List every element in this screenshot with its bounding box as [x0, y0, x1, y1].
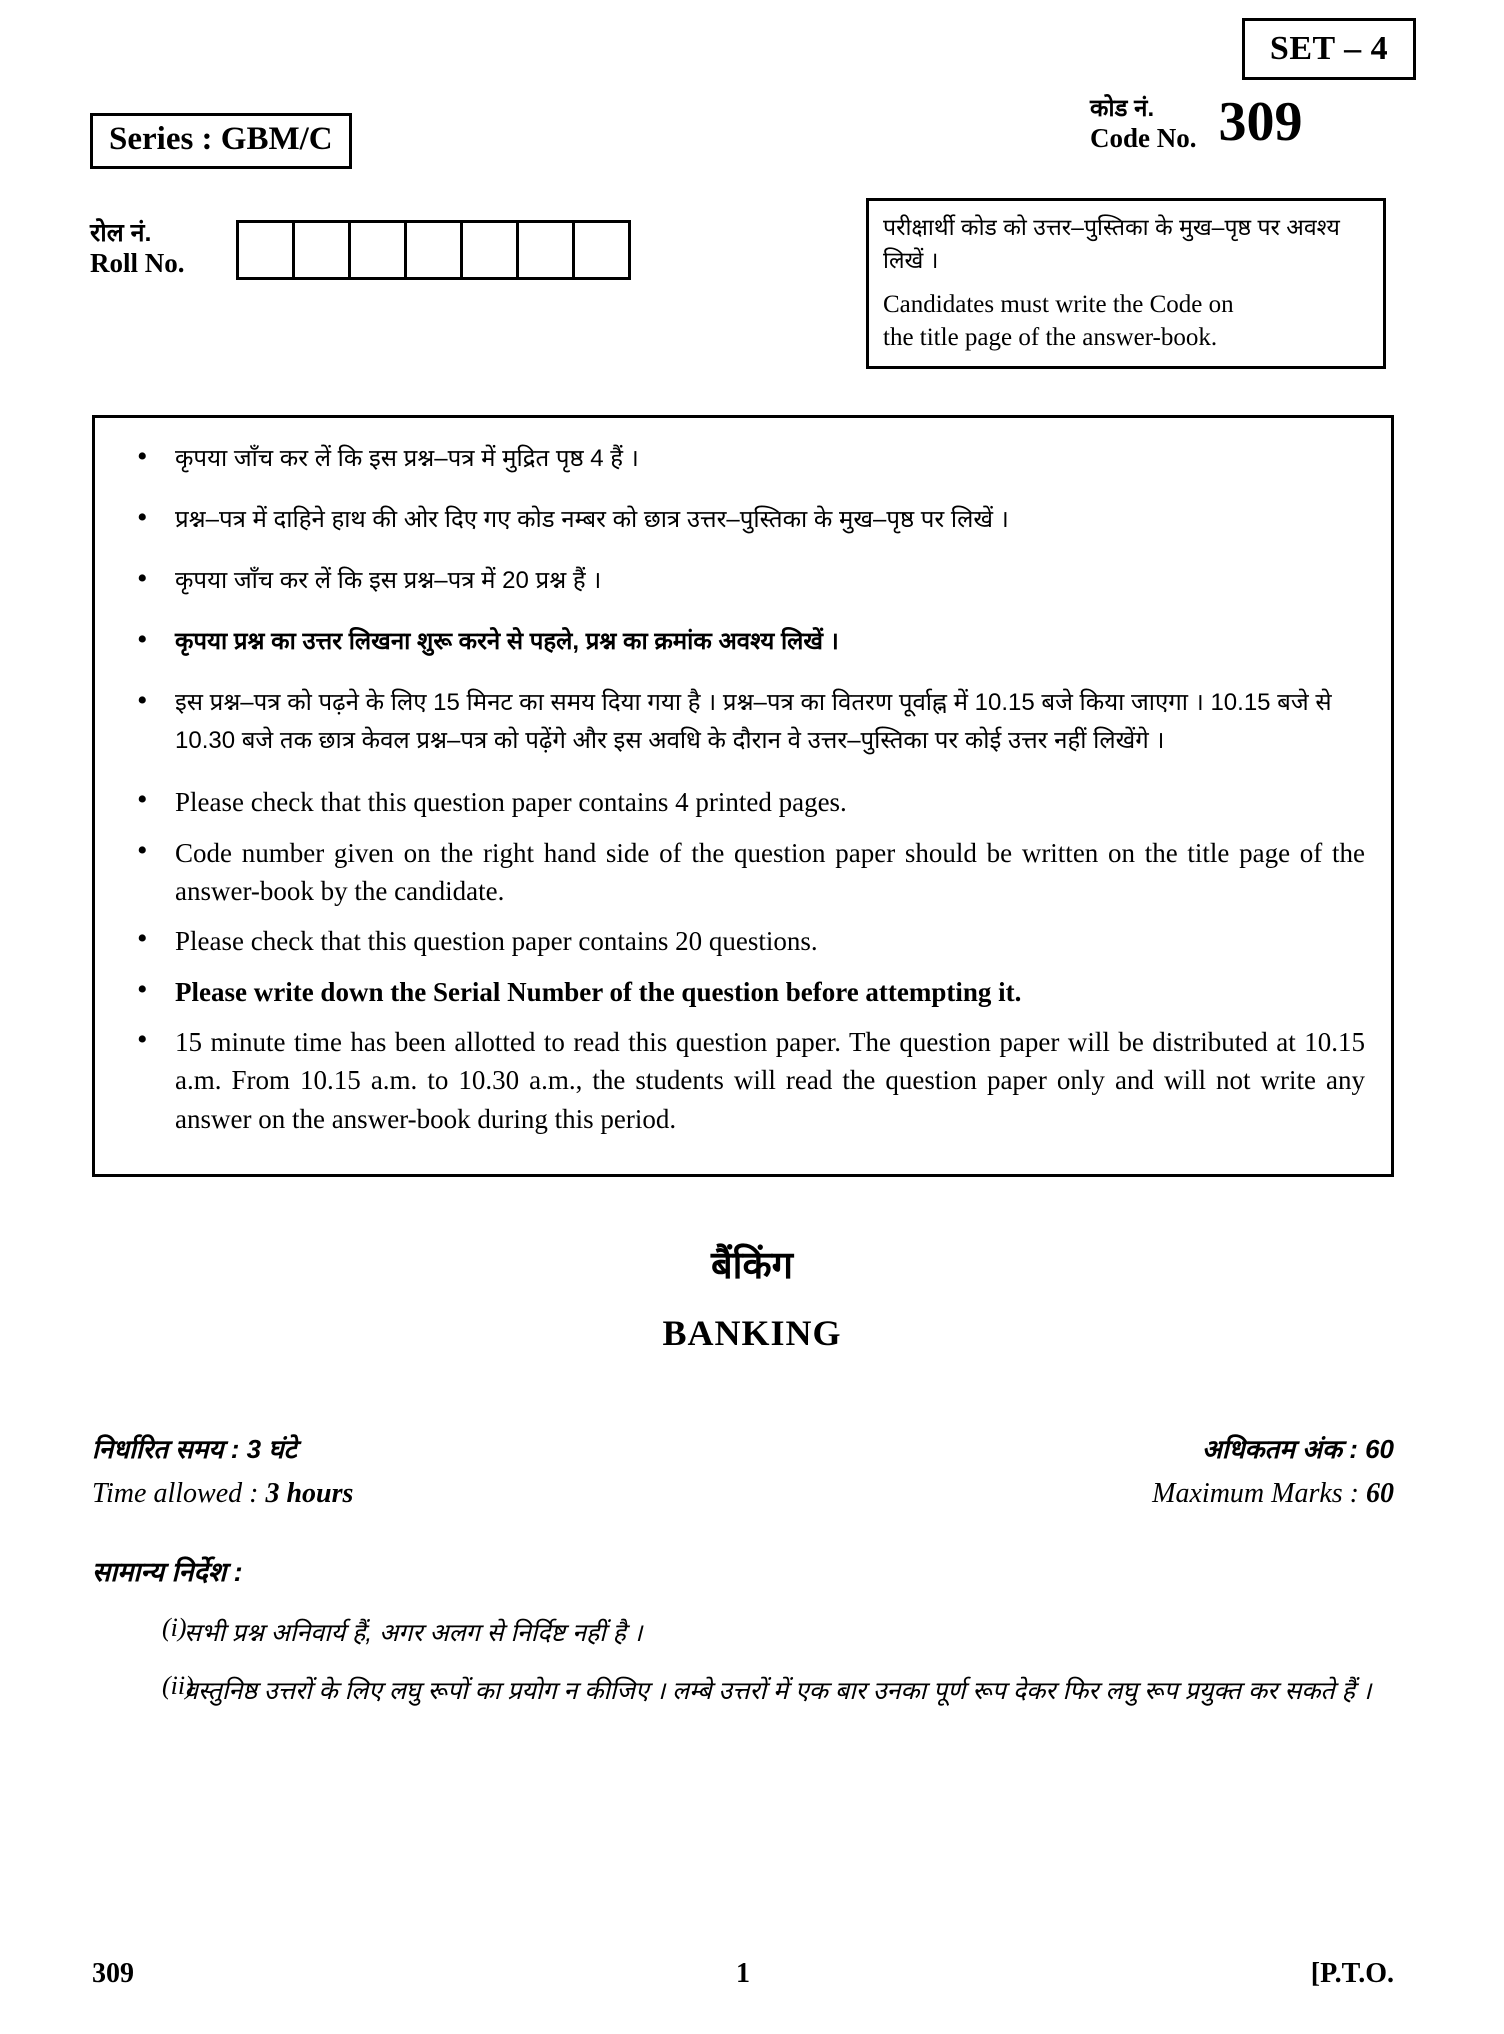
instruction-text: • इस प्रश्न–पत्र को पढ़ने के लिए 15 मिनट का समय दिया गया है । प्रश्न–पत्र का वितरण पूर्वाह्न में 10.15 बजे किया जाएगा । 10.15 बजे से 10.30 बजे तक छात्र केवल प्रश्न–पत्र को पढ़ेंगे और इस अवधि के दौरान वे उत्तर–पुस्तिका पर कोई उत्तर नहीं लिखेंगे ।	[175, 688, 1332, 755]
set-box: SET – 4	[1242, 18, 1416, 80]
instruction-item-hindi	[113, 684, 1365, 762]
maximum-marks-english	[1152, 1478, 1394, 1510]
maximum-marks-hindi-label: अधिकतम अंक	[1201, 1434, 1342, 1464]
instruction-text: • Please check that this question paper contains 4 printed pages.	[175, 787, 847, 818]
instruction-text: • 15 minute time has been allotted to read this question paper. The question paper will be distributed at 10.15 a.m. From 10.15 a.m. to 10.30 a.m., the students will read the question paper only and will not write any answer on the answer-book during this period.	[175, 1026, 1365, 1134]
meta-row-hindi	[92, 1430, 1394, 1466]
code-no-label-hindi: कोड नं.	[1090, 95, 1155, 122]
time-allowed-english	[92, 1478, 353, 1510]
general-instructions-title: सामान्य निर्देश :	[92, 1557, 243, 1587]
footer-page-number: 1	[736, 1958, 750, 1989]
time-allowed-hindi	[92, 1430, 297, 1466]
roll-number-grid[interactable]	[236, 220, 631, 280]
candidate-note-english	[883, 288, 1369, 355]
code-number-value: 309	[1218, 91, 1303, 153]
time-allowed-english-label: Time allowed :	[92, 1478, 259, 1509]
general-instructions-block	[92, 1552, 1394, 1729]
instruction-item-english	[113, 973, 1365, 1011]
candidate-code-note-box	[866, 198, 1386, 369]
footer-code-number: 309	[92, 1958, 134, 1989]
time-allowed-english-value: 3 hours	[265, 1478, 354, 1509]
maximum-marks-hindi-value: : 60	[1349, 1434, 1394, 1464]
instruction-text: • कृपया जाँच कर लें कि इस प्रश्न–पत्र में 20 प्रश्न हैं ।	[175, 566, 602, 594]
instruction-item-hindi	[113, 501, 1365, 540]
instruction-text: • Please check that this question paper contains 20 questions.	[175, 926, 818, 957]
subject-title-hindi: बैंकिंग	[710, 1245, 794, 1287]
candidate-note-english-line2: the title page of the answer-book.	[883, 323, 1218, 351]
page-footer	[92, 1958, 1394, 1990]
candidate-note-hindi: परीक्षार्थी कोड को उत्तर–पुस्तिका के मुख–पृष्ठ पर अवश्य लिखें ।	[883, 214, 1340, 274]
meta-row-english	[92, 1478, 1394, 1510]
roll-number-cell[interactable]	[407, 223, 463, 277]
instruction-item-hindi	[113, 623, 1365, 662]
instruction-text: • Please write down the Serial Number of the question before attempting it.	[175, 976, 1022, 1007]
subject-title-english: BANKING	[662, 1313, 842, 1353]
maximum-marks-english-label: Maximum Marks :	[1152, 1478, 1359, 1509]
instruction-text: • Code number given on the right hand side of the question paper should be written on the title page of the answer-book by the candidate.	[175, 837, 1365, 906]
instruction-item-hindi	[113, 562, 1365, 601]
general-instruction-text: वस्तुनिष्ठ उत्तरों के लिए लघु रूपों का प्रयोग न कीजिए । लम्बे उत्तरों में एक बार उनका पूर्ण रूप देकर फिर लघु रूप प्रयुक्त कर सकते हैं ।	[184, 1677, 1372, 1705]
subject-title-block	[0, 1238, 1504, 1354]
general-instruction-item	[92, 1671, 1394, 1711]
roll-number-cell[interactable]	[239, 223, 295, 277]
instruction-item-english	[113, 834, 1365, 911]
time-allowed-hindi-label: निर्धारित समय :	[92, 1434, 240, 1464]
instructions-list	[113, 440, 1365, 1138]
code-number-labels	[1090, 92, 1197, 153]
instruction-item-english	[113, 1023, 1365, 1138]
general-instruction-text: सभी प्रश्न अनिवार्य हैं, अगर अलग से निर्दिष्ट नहीं है ।	[184, 1619, 643, 1647]
general-instruction-number: (i)	[162, 1613, 187, 1642]
roll-no-label-english: Roll No.	[90, 247, 185, 278]
code-number-block	[1090, 92, 1420, 153]
roll-number-labels	[90, 219, 220, 279]
roll-number-cell[interactable]	[575, 223, 631, 277]
general-instruction-item	[92, 1613, 1394, 1653]
instruction-text: • कृपया जाँच कर लें कि इस प्रश्न–पत्र में मुद्रित पृष्ठ 4 हैं ।	[175, 445, 639, 472]
time-allowed-hindi-value: 3 घंटे	[246, 1434, 297, 1464]
exam-meta-block	[92, 1430, 1394, 1522]
maximum-marks-english-value: 60	[1366, 1478, 1394, 1509]
roll-number-cell[interactable]	[295, 223, 351, 277]
instruction-item-english	[113, 783, 1365, 821]
instruction-text: • कृपया प्रश्न का उत्तर लिखना शुरू करने से पहले, प्रश्न का क्रमांक अवश्य लिखें ।	[175, 627, 839, 655]
instructions-box	[92, 415, 1394, 1177]
code-no-label-english: Code No.	[1090, 122, 1197, 153]
roll-no-label-hindi: रोल नं.	[90, 219, 152, 248]
candidate-note-english-line1: Candidates must write the Code on	[883, 290, 1234, 318]
general-instruction-number: (ii)	[162, 1671, 194, 1700]
instruction-item-english	[113, 922, 1365, 960]
instruction-text: • प्रश्न–पत्र में दाहिने हाथ की ओर दिए गए कोड नम्बर को छात्र उत्तर–पुस्तिका के मुख–पृष्ठ पर लिखें ।	[175, 505, 1009, 533]
roll-number-cell[interactable]	[519, 223, 575, 277]
maximum-marks-hindi	[1202, 1430, 1394, 1466]
series-box: Series : GBM/C	[90, 113, 352, 169]
roll-number-cell[interactable]	[351, 223, 407, 277]
footer-pto: [P.T.O.	[1310, 1958, 1394, 1989]
general-instructions-items	[92, 1613, 1394, 1711]
roll-number-section	[90, 218, 631, 280]
instruction-item-hindi	[113, 440, 1365, 479]
roll-number-cell[interactable]	[463, 223, 519, 277]
